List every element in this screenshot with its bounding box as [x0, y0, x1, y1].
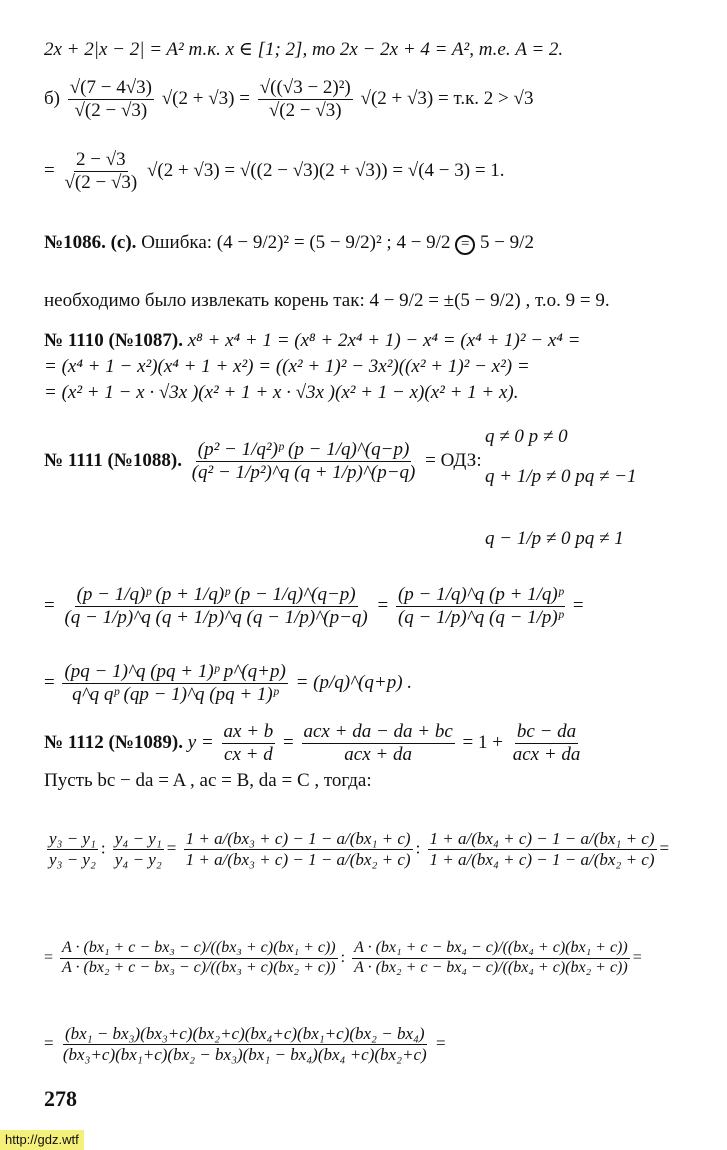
denominator: (bx₃+c)(bx₁+c)(bx₂ − bx₃)(bx₁ − bx₄)(bx₄ +c)(bx₂+c) [62, 1044, 427, 1064]
numerator: 1 + a/(bx₄ + c) − 1 − a/(bx₁ + c) [429, 829, 655, 848]
expression: = 1 + [462, 731, 503, 753]
denominator: A · (bx₂ + c − bx₄ − c)/((bx₄ + c)(bx₂ + c)) [354, 958, 628, 976]
denominator: (q − 1/p)^q (q + 1/p)^q (q − 1/p)^(p−q) [64, 606, 368, 628]
expression: x⁸ + x⁴ + 1 = (x⁸ + 2x⁴ + 1) − x⁴ = (x⁴ + 1)² − x⁴ = [187, 330, 581, 351]
fraction [113, 830, 164, 869]
line-2 [44, 78, 533, 121]
numerator: √((√3 − 2)²) [259, 77, 351, 98]
label-text: Ошибка: [141, 232, 213, 253]
numerator: √(7 − 4√3) [69, 77, 152, 98]
denominator: √(2 − √3) [74, 99, 148, 121]
fraction [61, 1025, 429, 1064]
line-1111-3: = $\frac{\text{(pq − 1)\textasciicircum{}q (pq + 1)ᵖ p\textasciicircum{}(q+p)}}{\text{q\textasciicircum{}q qᵖ (qp − 1)\textasciicircum{}q (pq + 1)ᵖ}}$ = (p/q)^(q+p) . [44, 661, 413, 705]
line-1110 [44, 330, 581, 352]
numerator: bc − da [516, 721, 577, 742]
expression: √(2 + √3) = т.к. 2 > √3 [360, 87, 534, 109]
fraction [396, 585, 565, 628]
denominator: acx + da [512, 743, 581, 765]
numerator: (p − 1/q)ᵖ (p + 1/q)ᵖ (p − 1/q)^(q−p) [76, 584, 356, 605]
denominator: 1 + a/(bx₃ + c) − 1 − a/(bx₂ + c) [185, 849, 411, 869]
denominator: q^q qᵖ (qp − 1)^q (pq + 1)ᵖ [72, 683, 279, 705]
fraction [62, 662, 287, 705]
equals-sign: = [435, 1033, 446, 1053]
fraction [190, 440, 418, 483]
denominator: y₃ − y₂ [49, 849, 96, 869]
equals-sign: = [44, 159, 55, 181]
numerator: A · (bx₁ + c − bx₃ − c)/((bx₃ + c)(bx₁ + c)) [60, 940, 338, 959]
fraction [47, 830, 98, 869]
expression: = (p/q)^(q+p) . [295, 671, 413, 693]
watermark-link[interactable]: http://gdz.wtf [0, 1130, 84, 1150]
numerator: (pq − 1)^q (pq + 1)ᵖ p^(q+p) [64, 661, 286, 682]
line-1: 2x + 2|x − 2| = A² т.к. x ∈ [1; 2], то 2x − 2x + 4 = A², т.е. A = 2. [44, 39, 564, 60]
note-text: необходимо было извлекать корень так: [44, 290, 365, 311]
fraction [62, 585, 369, 628]
fraction [352, 940, 630, 977]
part-label: б) [44, 87, 60, 109]
line-1110-2: = (x⁴ + 1 − x²)(x⁴ + 1 + x²) = ((x² + 1)² − 3x²)((x² + 1)² − x²) = [44, 356, 530, 377]
line-1112: № 1112 (№1089). y = $\frac{ax + b}{cx + d}$ = $\frac{\text{acx + da − da + bc}}{\text{acx + da}}$ = 1 + $\frac{bc - da}{\text{acx + da}}$ [44, 721, 581, 765]
expression: (4 − 9/2)² = (5 − 9/2)² ; 4 − 9/2 [216, 232, 451, 253]
line-1112-4: = $\frac{\text{(bx₁ − bx₃)(bx₃+c)(bx₂+c)(bx₄+c)(bx₁+c)(bx₂ − bx₄)}}{\text{(bx₃+c)(bx₁+c)(bx₂ − bx₃)(bx₁ − bx₄)(bx₄ +c)(bx₂+c)}}$ = [44, 1024, 446, 1064]
denominator: (q² − 1/p²)^q (q + 1/p)^(p−q) [191, 461, 416, 483]
line-1112-2: $\frac{\text{y₃ − y₁}}{\text{y₃ − y₂}}$ : $\frac{\text{y₄ − y₁}}{\text{y₄ − y₂}}$ = $\frac{\text{1 + a/(bx₃ + c) − 1 − a/(bx₁ + c)}}{\text{1 + a/(bx₃ + c) − 1 − a/(bx₂ + c)}}$ : $\frac{\text{1 + a/(bx₄ + c) − 1 − a/(bx₁ + c)}}{\text{1 + a/(bx₄ + c) − 1 − a/(bx₂ + c)}}$ = [49, 829, 670, 869]
denominator: y₄ − y₂ [114, 849, 162, 869]
line-1110-3: = (x² + 1 − x · √3x )(x² + 1 + x · √3x )(x² + 1 − x)(x² + 1 + x). [44, 382, 519, 403]
denominator: A · (bx₂ + c − bx₃ − c)/((bx₃ + c)(bx₂ + c)) [62, 958, 336, 976]
line-3 [44, 150, 505, 193]
fraction [302, 722, 455, 765]
denominator: √(2 − √3) [268, 99, 342, 121]
numerator: ax + b [223, 721, 274, 742]
fraction [68, 78, 154, 121]
numerator: acx + da − da + bc [303, 721, 453, 742]
odz-condition-1: q ≠ 0 p ≠ 0 [485, 426, 568, 447]
problem-number: № 1112 (№1089). [44, 731, 183, 753]
problem-number: № 1111 (№1088). [44, 449, 182, 471]
line-1112-note: Пусть bc − da = A , ac = B, da = C , тогда: [44, 770, 372, 791]
problem-number: №1086. (с). [44, 232, 137, 253]
line-1086-note [44, 290, 610, 312]
denominator: √(2 − √3) [64, 171, 138, 193]
page-number: 278 [44, 1086, 77, 1111]
denominator: (q − 1/p)^q (q − 1/p)ᵖ [397, 606, 564, 628]
fraction [62, 150, 139, 193]
line-1086 [44, 232, 534, 255]
odz-condition-3: q − 1/p ≠ 0 pq ≠ 1 [485, 528, 624, 549]
line-1112-3: = $\frac{\text{A · (bx₁ + c − bx₃ − c)/((bx₃ + c)(bx₁ + c))}}{\text{A · (bx₂ + c − bx₃ − c)/((bx₃ + c)(bx₂ + c))}}$ : $\frac{\text{A · (bx₁ + c − bx₄ − c)/((bx₄ + c)(bx₁ + c))}}{\text{A · (bx₂ + c − bx₄ − c)/((bx₄ + c)(bx₂ + c))}}$ = [44, 939, 642, 976]
numerator: (p² − 1/q²)ᵖ (p − 1/q)^(q−p) [197, 439, 410, 460]
line-1111-2: = $\frac{\text{(p − 1/q)ᵖ (p + 1/q)ᵖ (p − 1/q)\textasciicircum{}(q−p)}}{(q - 1/p)\^{}q (q + 1/p)\^{}q (q - 1/p)\^{}(p-q)}$ = $\frac{\text{(p − 1/q)\textasciicircum{}q (p + 1/q)ᵖ}}{\text{(q − 1/p)\textasciicircum{}q (q − 1/p)ᵖ}}$ = [44, 584, 584, 628]
numerator: y₃ − y₁ [49, 829, 96, 848]
expression: 5 − 9/2 [479, 232, 534, 253]
fraction [428, 830, 657, 869]
fraction [258, 78, 353, 121]
expression: y = [187, 731, 214, 753]
odz-condition-2: q + 1/p ≠ 0 pq ≠ −1 [485, 466, 637, 487]
numerator: (bx₁ − bx₃)(bx₃+c)(bx₂+c)(bx₄+c)(bx₁+c)(bx₂ − bx₄) [64, 1024, 425, 1043]
denominator: cx + d [224, 743, 273, 765]
numerator: y₄ − y₁ [114, 829, 162, 848]
expression: 4 − 9/2 = ±(5 − 9/2) , т.о. 9 = 9. [369, 290, 610, 311]
odz-label: = ОДЗ: [425, 449, 482, 471]
numerator: (p − 1/q)^q (p + 1/q)ᵖ [397, 584, 564, 605]
fraction [222, 722, 276, 765]
line-1111 [44, 440, 482, 483]
numerator: 1 + a/(bx₃ + c) − 1 − a/(bx₁ + c) [185, 829, 411, 848]
numerator: A · (bx₁ + c − bx₄ − c)/((bx₄ + c)(bx₁ + c)) [352, 940, 630, 959]
expression: √(2 + √3) = √((2 − √3)(2 + √3)) = √(4 − 3) = 1. [146, 159, 505, 181]
circled-equals-mark: = [455, 235, 475, 255]
numerator: 2 − √3 [76, 149, 126, 170]
fraction [511, 722, 583, 765]
denominator: acx + da [344, 743, 412, 765]
expression: √(2 + √3) = [161, 87, 250, 109]
fraction [184, 830, 413, 869]
problem-number: № 1110 (№1087). [44, 330, 183, 351]
denominator: 1 + a/(bx₄ + c) − 1 − a/(bx₂ + c) [429, 849, 655, 869]
fraction [60, 940, 338, 977]
